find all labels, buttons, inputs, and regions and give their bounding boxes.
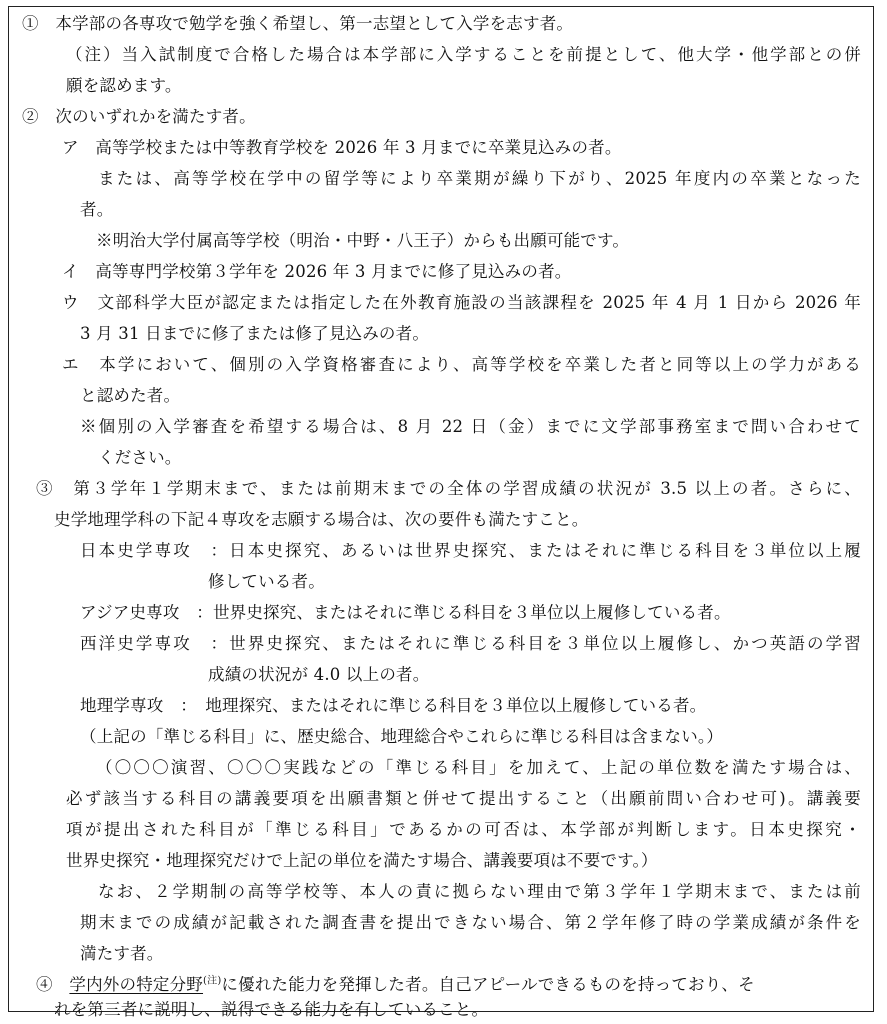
item-3-text: 史学地理学科の下記４専攻を志願する場合は、次の要件も満たすこと。 — [54, 510, 589, 529]
subitem-a-text: 者。 — [80, 200, 114, 219]
subitem-e-text: と認めた者。 — [80, 386, 181, 405]
major-japanese-history-text: 修している者。 — [208, 572, 325, 591]
item-2: ② 次のいずれかを満たす者。 — [22, 107, 256, 126]
major-western-history-text: 成績の状況が 4.0 以上の者。 — [208, 665, 430, 684]
item-4-text: に優れた能力を発揮した者。自己アピールできるものを持っており、そ — [221, 975, 755, 994]
major-asian-history: アジア史専攻 ：世界史探究、またはそれに準じる科目を３単位以上履修している者。 — [80, 603, 731, 622]
item-4-note-mark: (注) — [203, 975, 222, 987]
item-3-note: 世界史探究・地理探究だけで上記の単位を満たす場合、講義要項は不要です。） — [66, 851, 658, 870]
subitem-i: イ 高等専門学校第３学年を 2026 年 3 月までに修了見込みの者。 — [62, 262, 572, 281]
item-3-note: （上記の「準じる科目」に、歴史総合、地理総合やこれらに準じる科目は含まない。） — [80, 727, 724, 746]
subitem-e: エ 本学において、個別の入学資格審査により、高等学校を卒業した者と同等以上の学力がある — [62, 355, 861, 374]
note-line: 願を認めます。 — [66, 76, 182, 95]
item-4-underlined-term: 学内外の特定分野 — [69, 975, 204, 994]
subitem-u: ウ 文部科学大臣が認定または指定した在外教育施設の当該課程を 2025 年 4 月 1 日から 2026 年 — [62, 293, 861, 312]
item-3-note: （〇〇〇演習、〇〇〇実践などの「準じる科目」を加えて、上記の単位数を満たす場合は、 — [96, 758, 861, 777]
subitem-e-remark: ※個別の入学審査を希望する場合は、8 月 22 日（金）までに文学部事務室まで問い合わせて — [80, 417, 861, 436]
note-line: （注）当入試制度で合格した場合は本学部に入学することを前提として、他大学・他学部との併 — [66, 45, 861, 64]
item-3-supplement: 期末までの成績が記載された調査書を提出できない場合、第２学年修了時の学業成績が条件を — [80, 913, 861, 932]
major-japanese-history: 日本史学専攻 ：日本史探究、あるいは世界史探究、またはそれに準じる科目を３単位以上履 — [80, 541, 861, 560]
subitem-a-remark: ※明治大学付属高等学校（明治・中野・八王子）からも出願可能です。 — [96, 231, 630, 250]
major-geography: 地理学専攻 ： 地理探究、またはそれに準じる科目を３単位以上履修している者。 — [80, 696, 707, 715]
subitem-a: ア 高等学校または中等教育学校を 2026 年 3 月までに卒業見込みの者。 — [62, 138, 622, 157]
item-4-marker: ④ — [36, 975, 53, 994]
item-3-supplement: 満たす者。 — [80, 944, 164, 963]
item-3-note: 項が提出された科目が「準じる科目」であるかの可否は、本学部が判断します。日本史探究・ — [66, 820, 861, 839]
item-3-note: 必ず該当する科目の講義要項を出願書類と併せて提出すること（出願前問い合わせ可)。講義要 — [66, 789, 861, 808]
item-1: ① 本学部の各専攻で勉学を強く希望し、第一志望として入学を志す者。 — [22, 14, 574, 33]
item-4 — [36, 975, 755, 995]
subitem-a-text: または、高等学校在学中の留学等により卒業期が繰り下がり、2025 年度内の卒業となった — [98, 169, 861, 188]
item-3-supplement: なお、２学期制の高等学校等、本人の責に拠らない理由で第３学年１学期末まで、または前 — [98, 882, 861, 901]
item-4-text-line2: れを第三者に説明し、説得できる能力を有していること。 — [54, 1000, 489, 1019]
subitem-u-text: 3 月 31 日までに修了または修了見込みの者。 — [80, 324, 430, 343]
item-3: ③ 第３学年１学期末まで、または前期末までの全体の学習成績の状況が 3.5 以上の者。さらに、 — [36, 479, 861, 498]
subitem-e-remark: ください。 — [98, 448, 182, 467]
major-western-history: 西洋史学専攻 ：世界史探究、またはそれに準じる科目を３単位以上履修し、かつ英語の学習 — [80, 634, 861, 653]
item-4-gap — [53, 975, 70, 994]
